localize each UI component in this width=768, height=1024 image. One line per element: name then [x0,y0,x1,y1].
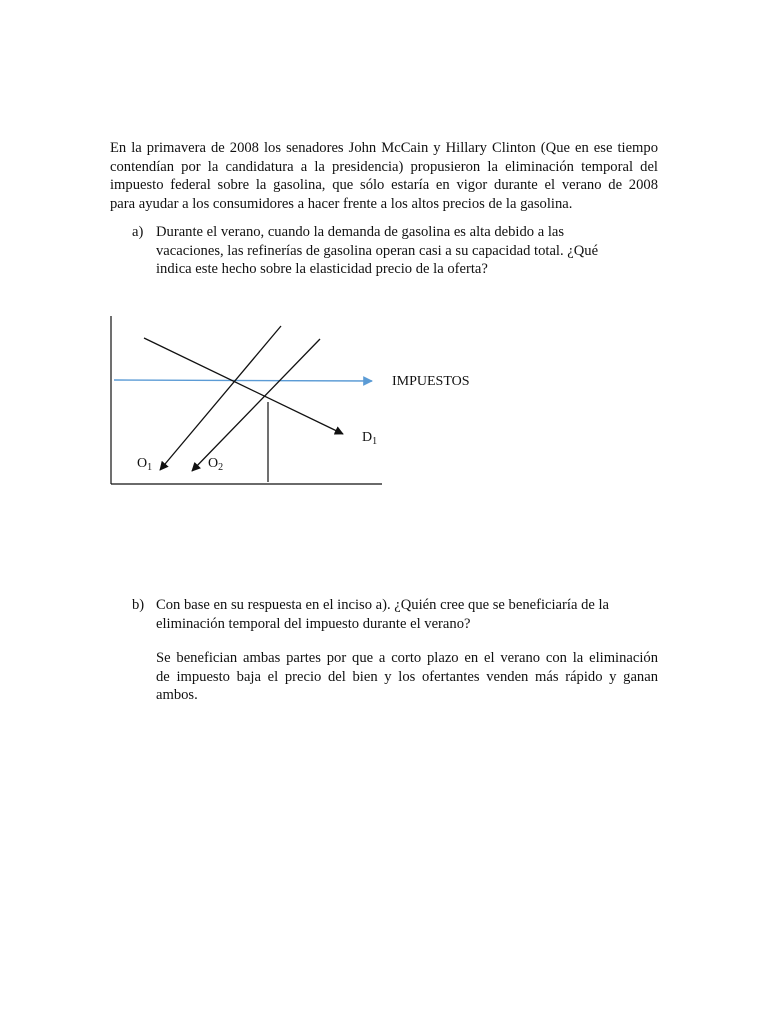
answer-b-line: Se benefician ambas partes por que a corto plazo en el verano con la eliminación [156,650,658,666]
supply-label-o1: $O_1$ [137,456,153,473]
question-b-line: eliminación temporal del impuesto durante el verano? [156,615,471,632]
supply-label-o2: $O_2$ [208,456,224,473]
demand-label-d1: $D_1$ [362,430,378,447]
question-a-line: vacaciones, las refinerías de gasolina operan casi a su capacidad total. ¿Qué [156,242,599,259]
intro-line: En la primavera de 2008 los senadores John McCain y Hillary Clinton (Que en ese tiempo [110,140,658,156]
question-b-text [156,596,609,633]
question-a-line: indica este hecho sobre la elasticidad precio de la oferta? [156,261,488,277]
question-b-marker: b) [132,597,145,613]
question-b-line: Con base en su respuesta en el inciso a). ¿Quién cree que se beneficiaría de la [156,597,610,613]
answer-b-line: de impuesto baja el precio del bien y los ofertantes venden más rápido y ganan [156,668,658,685]
answer-b [156,649,658,705]
question-a-marker: a) [132,224,144,240]
answer-b-line: ambos. [156,687,198,703]
question-a-line: Durante el verano, cuando la demanda de gasolina es alta debido a las [156,224,565,240]
intro-line: impuesto federal sobre la gasolina, que sólo estaría en vigor durante el verano de 2008 [110,177,658,193]
tax-label: IMPUESTOS [392,374,470,389]
tax-line [114,380,372,381]
demand-curve-d1 [144,338,343,434]
intro-line: contendían por la candidatura a la presidencia) propusieron la eliminación temporal del [110,158,658,175]
supply-curve-o2 [192,339,320,471]
intro-line: para ayudar a los consumidores a hacer frente a los altos precios de la gasolina. [110,195,573,212]
